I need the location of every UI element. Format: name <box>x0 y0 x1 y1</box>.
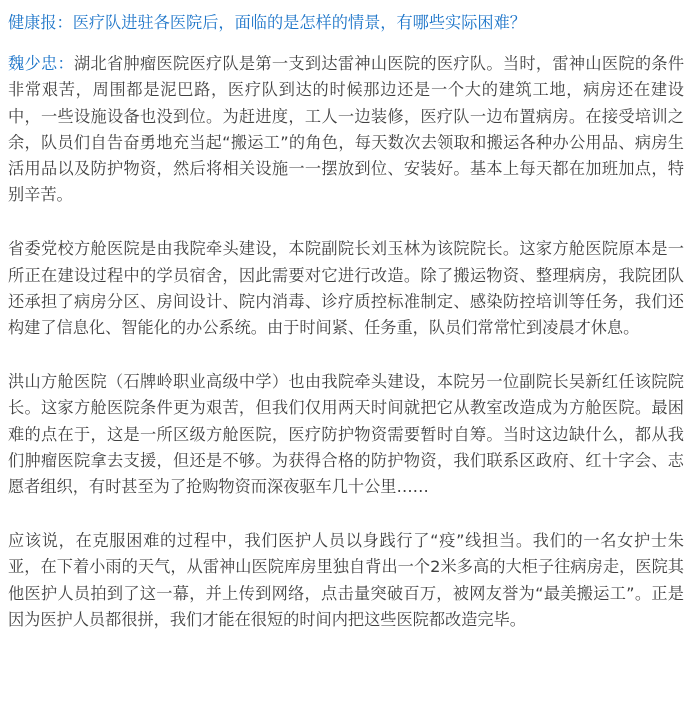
answer-speaker: 魏少忠： <box>8 54 74 74</box>
question-text: 医疗队进驻各医院后，面临的是怎样的情景，有哪些实际困难？ <box>72 13 526 32</box>
answer-paragraph-1 <box>8 51 684 208</box>
answer-paragraph-3: 洪山方舱医院（石牌岭职业高级中学）也由我院牵头建设，本院另一位副院长吴新红任该院院长。这家方舱医院条件更为艰苦，但我们仅用两天时间就把它从教室改造成为方舱医院。最困难的点在于，这是一所区级方舱医院，医疗防护物资需要暂时自筹。当时这边缺什么，都从我们肿瘤医院拿去支援，但还是不够。为获得合格的防护物资，我们联系区政府、红十字会、志愿者组织，有时甚至为了抢购物资而深夜驱车几十公里…… <box>8 372 684 497</box>
answer-paragraph-text: 湖北省肿瘤医院医疗队是第一支到达雷神山医院的医疗队。当时，雷神山医院的条件非常艰苦，周围都是泥巴路，医疗队到达的时候那边还是一个大的建筑工地，病房还在建设中，一些设施设备也没到位。为赶进度，工人一边装修，医疗队一边布置病房。在接受培训之余，队员们自告奋勇地充当起“搬运工”的角色，每天数次去领取和搬运各种办公用品、病房生活用品以及防护物资，然后将相关设施一一摆放到位、安装好。基本上每天都在加班加点，特别辛苦。 <box>8 54 685 205</box>
interview-question <box>8 10 684 36</box>
answer-paragraph-4: 应该说，在克服困难的过程中，我们医护人员以身践行了“疫”线担当。我们的一名女护士朱亚，在下着小雨的天气，从雷神山医院库房里独自背出一个2米多高的大柜子往病房走，医院其他医护人员拍到了这一幕，并上传到网络，点击量突破百万，被网友誉为“最美搬运工”。正是因为医护人员都很拼，我们才能在很短的时间内把这些医院都改造完毕。 <box>8 531 684 629</box>
question-speaker: 健康报： <box>8 13 73 32</box>
answer-paragraph-2: 省委党校方舱医院是由我院牵头建设，本院副院长刘玉林为该院院长。这家方舱医院原本是一所正在建设过程中的学员宿舍，因此需要对它进行改造。除了搬运物资、整理病房，我院团队还承担了病房分区、房间设计、院内消毒、诊疗质控标准制定、感染防控培训等任务，我们还构建了信息化、智能化的办公系统。由于时间紧、任务重，队员们常常忙到凌晨才休息。 <box>8 239 684 338</box>
